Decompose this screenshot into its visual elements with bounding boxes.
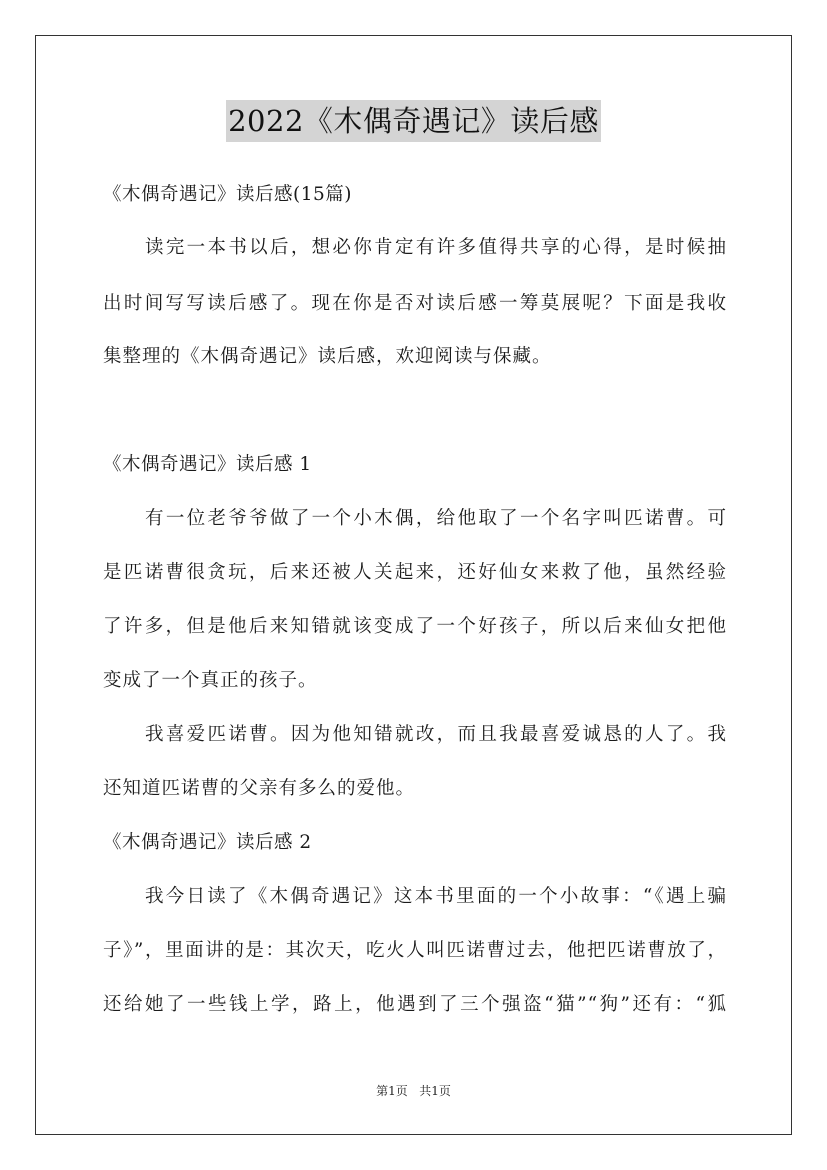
document-title: 2022《木偶奇遇记》读后感: [226, 100, 601, 142]
intro-line-3: 集整理的《木偶奇遇记》读后感，欢迎阅读与保藏。: [103, 346, 552, 367]
essay1-p2-line-2: 还知道匹诺曹的父亲有多么的爱他。: [103, 778, 416, 799]
page-number: 第1页: [376, 1084, 408, 1098]
document-subtitle: 《木偶奇遇记》读后感(15篇): [103, 184, 352, 205]
essay2-p1-line-3: 还给她了一些钱上学，路上，他遇到了三个强盗“猫”“狗”还有：“狐: [103, 994, 727, 1015]
essay1-p1-line-3: 了许多，但是他后来知错就该变成了一个好孩子，所以后来仙女把他: [103, 616, 727, 637]
essay1-heading: 《木偶奇遇记》读后感 1: [103, 454, 312, 475]
page-total: 共1页: [419, 1084, 451, 1098]
intro-line-1: 读完一本书以后，想必你肯定有许多值得共享的心得，是时候抽: [145, 237, 727, 258]
essay1-p1-line-2: 是匹诺曹很贪玩，后来还被人关起来，还好仙女来救了他，虽然经验: [103, 562, 727, 583]
essay2-p1-line-2: 子》”，里面讲的是：其次天，吃火人叫匹诺曹过去，他把匹诺曹放了，: [103, 940, 727, 961]
essay1-p1-line-4: 变成了一个真正的孩子。: [103, 670, 318, 691]
essay1-p1-line-1: 有一位老爷爷做了一个小木偶，给他取了一个名字叫匹诺曹。可: [145, 508, 727, 529]
page-footer: [0, 1081, 827, 1101]
essay2-p1-line-1: 我今日读了《木偶奇遇记》这本书里面的一个小故事：“《遇上骗: [145, 886, 727, 907]
essay1-p2-line-1: 我喜爱匹诺曹。因为他知错就改，而且我最喜爱诚恳的人了。我: [145, 724, 727, 745]
essay2-heading: 《木偶奇遇记》读后感 2: [103, 832, 312, 853]
intro-line-2: 出时间写写读后感了。现在你是否对读后感一筹莫展呢？下面是我收: [103, 293, 727, 314]
title-container: [0, 100, 827, 142]
